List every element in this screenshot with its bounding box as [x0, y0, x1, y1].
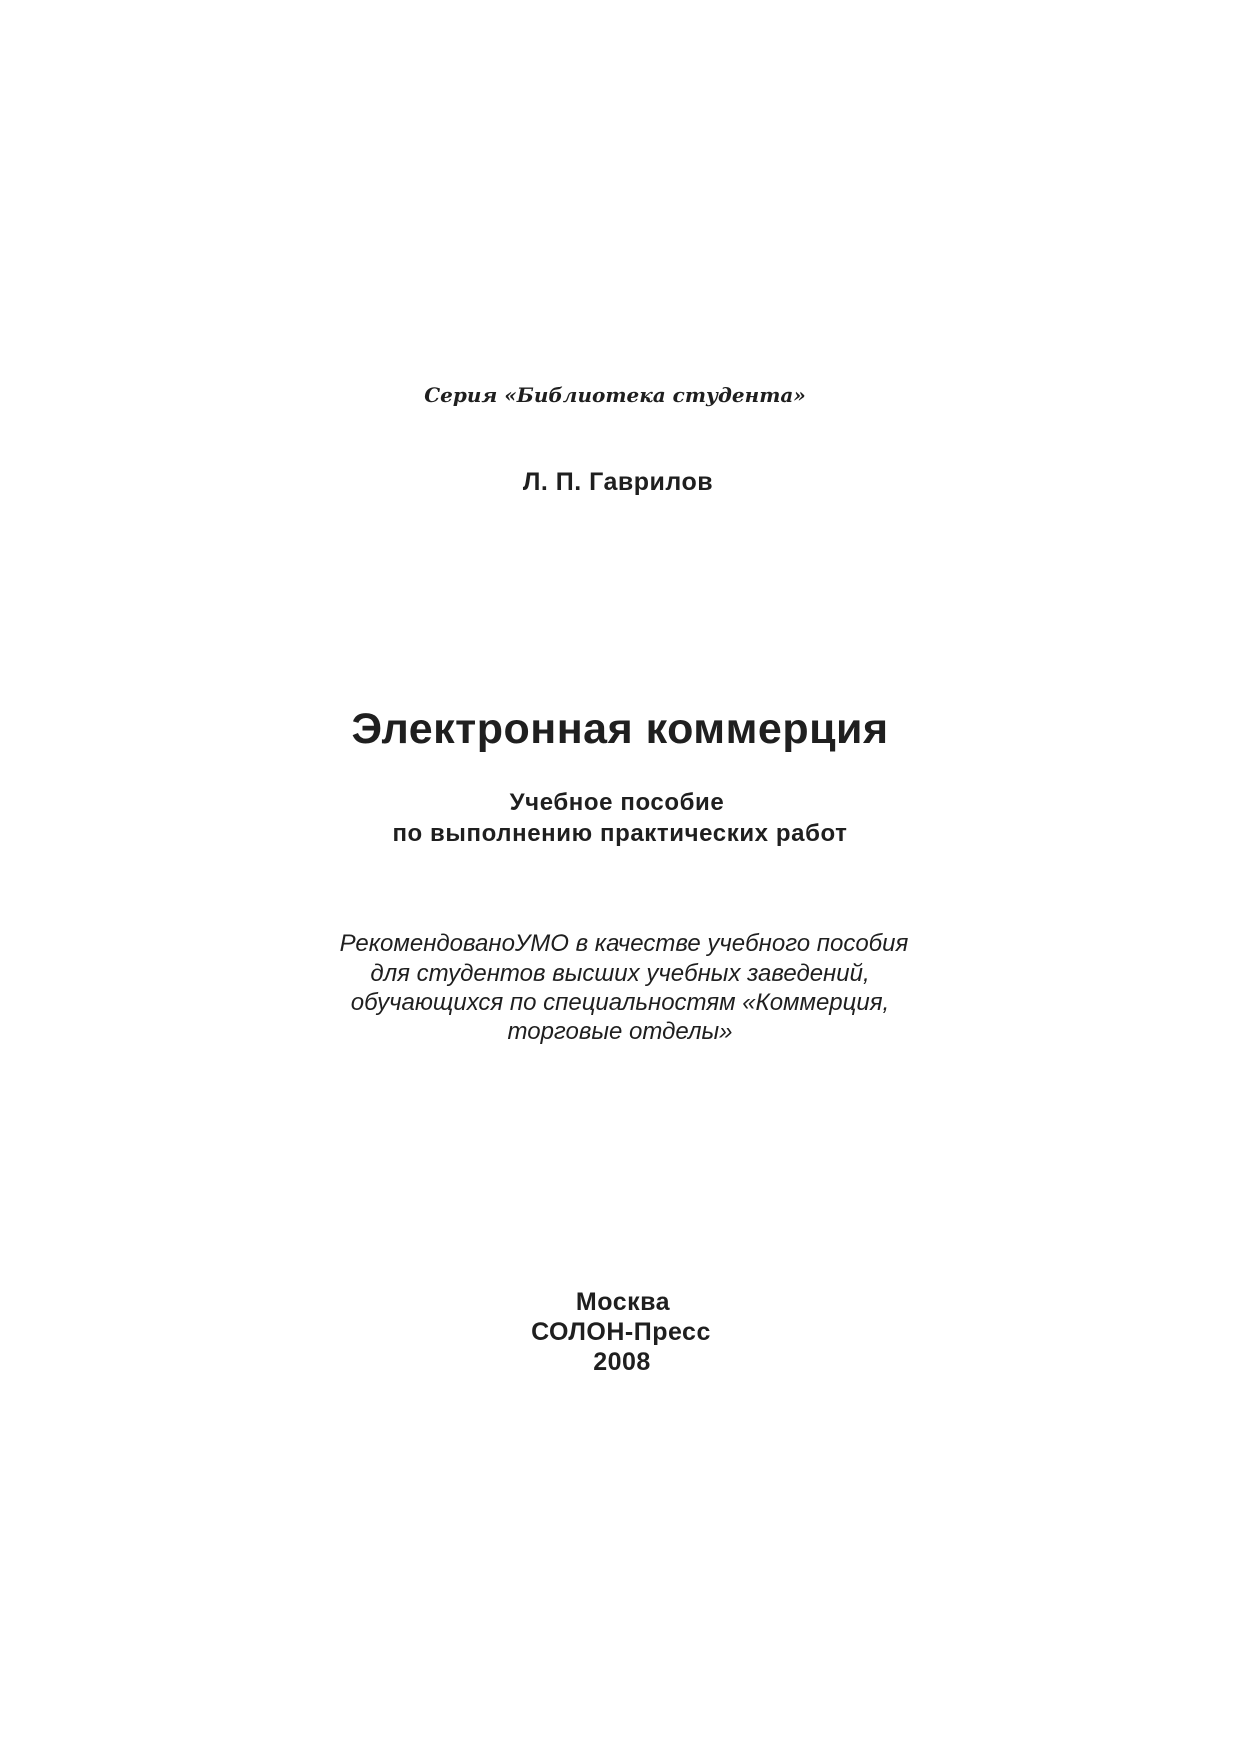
recommendation-line: торговые отделы»	[507, 1018, 733, 1045]
recommendation-line: для студентов высших учебных заведений,	[370, 960, 870, 987]
series-name: Серия «Библиотека студента»	[424, 383, 806, 407]
imprint-year: 2008	[593, 1348, 651, 1376]
imprint-city: Москва	[575, 1288, 671, 1316]
subtitle-line: по выполнению практических работ	[392, 820, 848, 847]
author-name: Л. П. Гаврилов	[522, 468, 714, 496]
recommendation-line: обучающихся по специальностям «Коммерция,	[350, 989, 890, 1016]
book-title: Электронная коммерция	[351, 705, 889, 753]
recommendation-line: РекомендованоУМО в качестве учебного пособия	[339, 930, 909, 957]
subtitle-line: Учебное пособие	[509, 789, 725, 816]
imprint-publisher: СОЛОН-Пресс	[531, 1318, 711, 1346]
